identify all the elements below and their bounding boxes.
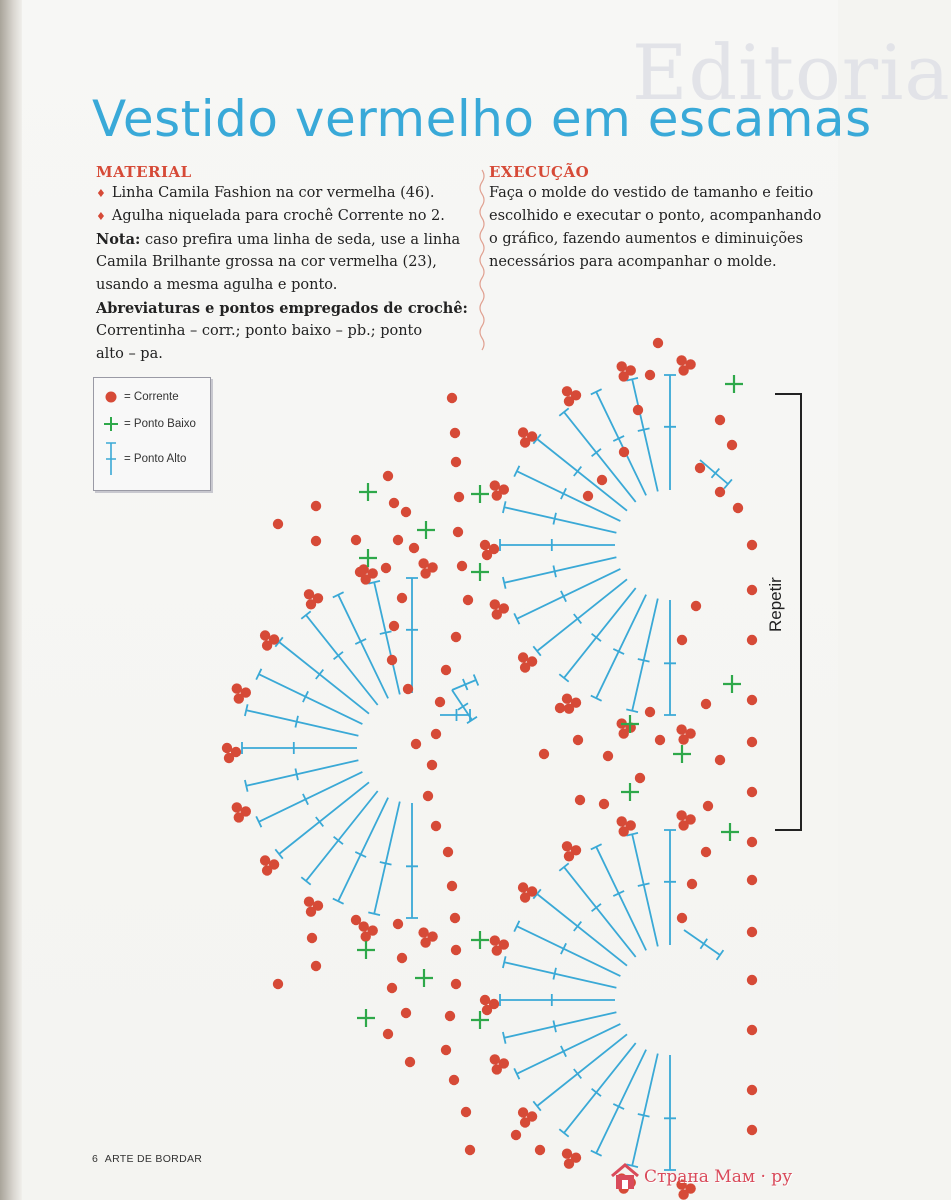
chain-stitch bbox=[635, 773, 645, 783]
crochet-chart bbox=[0, 330, 838, 1150]
double-crochet bbox=[452, 675, 478, 691]
material-heading: MATERIAL bbox=[96, 163, 192, 181]
chain-stitch bbox=[747, 737, 757, 747]
chain-stitch bbox=[562, 841, 572, 851]
chain-stitch bbox=[619, 728, 629, 738]
chain-stitch bbox=[397, 593, 407, 603]
chain-stitch bbox=[393, 535, 403, 545]
chain-stitch bbox=[678, 365, 688, 375]
chain-stitch bbox=[447, 881, 457, 891]
chain-stitch bbox=[465, 1145, 475, 1155]
chain-stitch bbox=[351, 915, 361, 925]
chain-stitch bbox=[273, 979, 283, 989]
chain-stitch bbox=[619, 447, 629, 457]
chain-stitch bbox=[232, 683, 242, 693]
page-footer bbox=[92, 1153, 206, 1165]
chain-stitch bbox=[583, 491, 593, 501]
chain-stitch bbox=[573, 735, 583, 745]
chain-stitch bbox=[747, 787, 757, 797]
chain-stitch bbox=[562, 694, 572, 704]
chain-stitch bbox=[747, 875, 757, 885]
chain-stitch bbox=[224, 753, 234, 763]
abbrev-line: Correntinha – corr.; ponto baixo – pb.; ponto bbox=[96, 323, 423, 339]
chain-stitch bbox=[715, 755, 725, 765]
chain-stitch bbox=[520, 437, 530, 447]
single-crochet bbox=[415, 969, 433, 987]
chain-stitch bbox=[435, 697, 445, 707]
chain-stitch bbox=[575, 795, 585, 805]
chain-stitch bbox=[727, 440, 737, 450]
chain-stitch bbox=[405, 1057, 415, 1067]
chain-stitch bbox=[490, 599, 500, 609]
single-crochet bbox=[725, 375, 743, 393]
chain-stitch bbox=[655, 735, 665, 745]
double-crochet bbox=[503, 501, 617, 533]
chain-stitch bbox=[431, 821, 441, 831]
material-item: ♦ Linha Camila Fashion na cor vermelha (46). bbox=[96, 185, 435, 201]
double-crochet bbox=[503, 956, 617, 988]
chain-stitch bbox=[234, 693, 244, 703]
chain-stitch bbox=[677, 913, 687, 923]
chain-stitch bbox=[715, 487, 725, 497]
chain-stitch bbox=[222, 743, 232, 753]
execucao-line: escolhido e executar o ponto, acompanhando bbox=[489, 208, 822, 224]
chain-stitch bbox=[747, 1025, 757, 1035]
execucao-line: o gráfico, fazendo aumentos e diminuições bbox=[489, 231, 804, 247]
double-crochet bbox=[242, 742, 357, 754]
chain-stitch bbox=[701, 699, 711, 709]
chain-stitch bbox=[480, 540, 490, 550]
chain-stitch bbox=[355, 567, 365, 577]
chain-stitch bbox=[492, 490, 502, 500]
chain-stitch bbox=[678, 820, 688, 830]
diamond-bullet-icon: ♦ bbox=[96, 187, 106, 200]
chain-stitch bbox=[492, 609, 502, 619]
chain-stitch bbox=[387, 655, 397, 665]
execucao-line: Faça o molde do vestido de tamanho e feitio bbox=[489, 185, 814, 201]
chain-stitch bbox=[539, 749, 549, 759]
chain-stitch bbox=[747, 927, 757, 937]
chain-stitch bbox=[518, 1107, 528, 1117]
chain-stitch bbox=[311, 961, 321, 971]
chain-stitch bbox=[562, 386, 572, 396]
note-line: usando a mesma agulha e ponto. bbox=[96, 277, 338, 293]
chain-stitch bbox=[518, 427, 528, 437]
single-crochet bbox=[471, 931, 489, 949]
chain-stitch bbox=[311, 536, 321, 546]
chain-stitch bbox=[511, 1130, 521, 1140]
chain-stitch bbox=[518, 652, 528, 662]
chain-stitch bbox=[262, 865, 272, 875]
double-crochet bbox=[245, 704, 359, 736]
single-crochet bbox=[359, 549, 377, 567]
chain-stitch bbox=[520, 1117, 530, 1127]
chain-stitch bbox=[677, 635, 687, 645]
ghost-text: Editoria bbox=[632, 28, 951, 117]
double-crochet bbox=[626, 833, 658, 947]
repeat-label: Repetir bbox=[766, 577, 785, 632]
double-crochet bbox=[245, 760, 359, 792]
single-crochet bbox=[357, 941, 375, 959]
chain-stitch bbox=[443, 847, 453, 857]
chain-stitch bbox=[562, 1149, 572, 1159]
chain-stitch bbox=[403, 684, 413, 694]
chain-stitch bbox=[389, 621, 399, 631]
house-logo-icon bbox=[608, 1162, 642, 1192]
double-crochet bbox=[626, 378, 658, 492]
chain-stitch bbox=[381, 563, 391, 573]
chain-stitch bbox=[480, 995, 490, 1005]
abbrev-line: alto – pa. bbox=[96, 346, 163, 362]
chain-stitch bbox=[450, 428, 460, 438]
chain-stitch bbox=[447, 393, 457, 403]
chain-stitch bbox=[492, 1064, 502, 1074]
chain-stitch bbox=[617, 361, 627, 371]
execucao-heading: EXECUÇÃO bbox=[489, 163, 590, 181]
chain-stitch bbox=[597, 475, 607, 485]
execucao-line: necessários para acompanhar o molde. bbox=[489, 254, 777, 270]
chain-stitch bbox=[564, 704, 574, 714]
chain-stitch bbox=[304, 589, 314, 599]
chain-stitch bbox=[564, 851, 574, 861]
chain-stitch bbox=[733, 503, 743, 513]
chain-stitch bbox=[420, 937, 430, 947]
chain-stitch bbox=[555, 703, 565, 713]
double-crochet bbox=[626, 599, 658, 713]
double-crochet bbox=[664, 375, 676, 490]
chain-stitch bbox=[393, 919, 403, 929]
single-crochet bbox=[471, 485, 489, 503]
chain-stitch bbox=[262, 640, 272, 650]
double-crochet bbox=[664, 830, 676, 945]
note-line: Camila Brilhante grossa na cor vermelha (23), bbox=[96, 254, 437, 270]
chain-stitch bbox=[418, 927, 428, 937]
double-crochet bbox=[664, 600, 676, 715]
chain-stitch bbox=[490, 480, 500, 490]
chain-stitch bbox=[411, 739, 421, 749]
chain-stitch bbox=[619, 371, 629, 381]
double-crochet bbox=[406, 578, 418, 693]
double-crochet bbox=[500, 994, 615, 1006]
single-crochet bbox=[723, 675, 741, 693]
chain-stitch bbox=[747, 975, 757, 985]
chain-stitch bbox=[306, 907, 316, 917]
material-item: ♦ Agulha niquelada para crochê Corrente no 2. bbox=[96, 208, 445, 224]
chain-stitch bbox=[564, 396, 574, 406]
chain-stitch bbox=[427, 760, 437, 770]
chain-stitch bbox=[687, 879, 697, 889]
chain-stitch bbox=[451, 632, 461, 642]
chain-stitch bbox=[747, 1125, 757, 1135]
single-crochet bbox=[359, 483, 377, 501]
column-divider bbox=[477, 170, 487, 355]
chain-stitch bbox=[260, 630, 270, 640]
chain-stitch bbox=[520, 662, 530, 672]
chain-stitch bbox=[645, 707, 655, 717]
chain-stitch bbox=[307, 933, 317, 943]
chain-stitch bbox=[678, 734, 688, 744]
page-number: 6 bbox=[92, 1153, 99, 1165]
chain-stitch bbox=[617, 816, 627, 826]
chain-stitch bbox=[409, 543, 419, 553]
chain-stitch bbox=[518, 882, 528, 892]
double-crochet bbox=[368, 802, 400, 916]
chain-stitch bbox=[490, 935, 500, 945]
double-crochet bbox=[500, 539, 615, 551]
single-crochet bbox=[621, 783, 639, 801]
chain-stitch bbox=[451, 979, 461, 989]
chain-stitch bbox=[304, 897, 314, 907]
chain-stitch bbox=[351, 535, 361, 545]
single-crochet bbox=[357, 1009, 375, 1027]
chain-stitch bbox=[389, 498, 399, 508]
chain-stitch bbox=[520, 892, 530, 902]
note-line: Nota: caso prefira uma linha de seda, use a linha bbox=[96, 231, 461, 248]
chain-stitch bbox=[234, 812, 244, 822]
chain-stitch bbox=[453, 527, 463, 537]
chain-stitch bbox=[747, 585, 757, 595]
chain-stitch bbox=[431, 729, 441, 739]
magazine-name: ARTE DE BORDAR bbox=[104, 1153, 203, 1165]
chain-stitch bbox=[383, 1029, 393, 1039]
chain-stitch bbox=[653, 338, 663, 348]
single-crochet bbox=[471, 563, 489, 581]
chain-stitch bbox=[747, 540, 757, 550]
chain-stitch bbox=[454, 492, 464, 502]
chain-stitch bbox=[619, 826, 629, 836]
chain-stitch bbox=[633, 405, 643, 415]
chain-stitch bbox=[273, 519, 283, 529]
watermark bbox=[608, 1160, 828, 1194]
chain-stitch bbox=[383, 471, 393, 481]
double-crochet bbox=[503, 557, 617, 589]
chain-stitch bbox=[450, 913, 460, 923]
chain-stitch bbox=[418, 558, 428, 568]
chain-stitch bbox=[676, 810, 686, 820]
chain-stitch bbox=[463, 595, 473, 605]
chain-stitch bbox=[260, 855, 270, 865]
chain-stitch bbox=[397, 953, 407, 963]
watermark-brand: Страна Мам · ру bbox=[644, 1167, 793, 1187]
chain-stitch bbox=[599, 799, 609, 809]
chain-stitch bbox=[311, 501, 321, 511]
chain-stitch bbox=[449, 1075, 459, 1085]
chain-stitch bbox=[451, 457, 461, 467]
chain-stitch bbox=[445, 1011, 455, 1021]
diamond-bullet-icon: ♦ bbox=[96, 210, 106, 223]
chain-stitch bbox=[715, 415, 725, 425]
single-crochet bbox=[417, 521, 435, 539]
chain-stitch bbox=[423, 791, 433, 801]
chain-stitch bbox=[695, 463, 705, 473]
legend-label: = Ponto Alto bbox=[124, 453, 187, 465]
double-crochet bbox=[406, 803, 418, 918]
chain-stitch bbox=[361, 931, 371, 941]
double-crochet bbox=[684, 930, 723, 960]
chain-stitch bbox=[401, 507, 411, 517]
chain-stitch bbox=[441, 1045, 451, 1055]
chain-stitch bbox=[490, 1054, 500, 1064]
chain-stitch bbox=[492, 945, 502, 955]
legend-label: = Ponto Baixo bbox=[124, 418, 196, 430]
chain-stitch bbox=[232, 802, 242, 812]
chain-stitch bbox=[747, 695, 757, 705]
chain-stitch bbox=[645, 370, 655, 380]
chain-stitch bbox=[747, 837, 757, 847]
chain-stitch bbox=[461, 1107, 471, 1117]
chain-stitch bbox=[564, 1159, 574, 1169]
chain-stitch bbox=[603, 751, 613, 761]
chain-stitch bbox=[482, 550, 492, 560]
double-crochet bbox=[700, 460, 732, 489]
chain-stitch bbox=[387, 983, 397, 993]
chain-stitch bbox=[747, 635, 757, 645]
chain-stitch bbox=[401, 1008, 411, 1018]
chain-stitch bbox=[441, 665, 451, 675]
legend-label: = Corrente bbox=[124, 391, 179, 403]
chain-stitch bbox=[482, 1005, 492, 1015]
chain-stitch bbox=[703, 801, 713, 811]
chain-stitch bbox=[535, 1145, 545, 1155]
abbrev-heading: Abreviaturas e pontos empregados de crochê: bbox=[96, 300, 468, 317]
chain-stitch bbox=[676, 724, 686, 734]
double-crochet bbox=[503, 1012, 617, 1043]
chain-stitch bbox=[451, 945, 461, 955]
single-crochet bbox=[721, 823, 739, 841]
chain-stitch bbox=[747, 1085, 757, 1095]
chain-stitch bbox=[306, 599, 316, 609]
chain-stitch bbox=[701, 847, 711, 857]
double-crochet bbox=[368, 581, 400, 695]
page-title: Vestido vermelho em escamas bbox=[92, 90, 872, 148]
single-crochet bbox=[673, 745, 691, 763]
chain-stitch bbox=[420, 568, 430, 578]
chain-stitch bbox=[457, 561, 467, 571]
chain-stitch bbox=[676, 355, 686, 365]
chain-stitch bbox=[691, 601, 701, 611]
